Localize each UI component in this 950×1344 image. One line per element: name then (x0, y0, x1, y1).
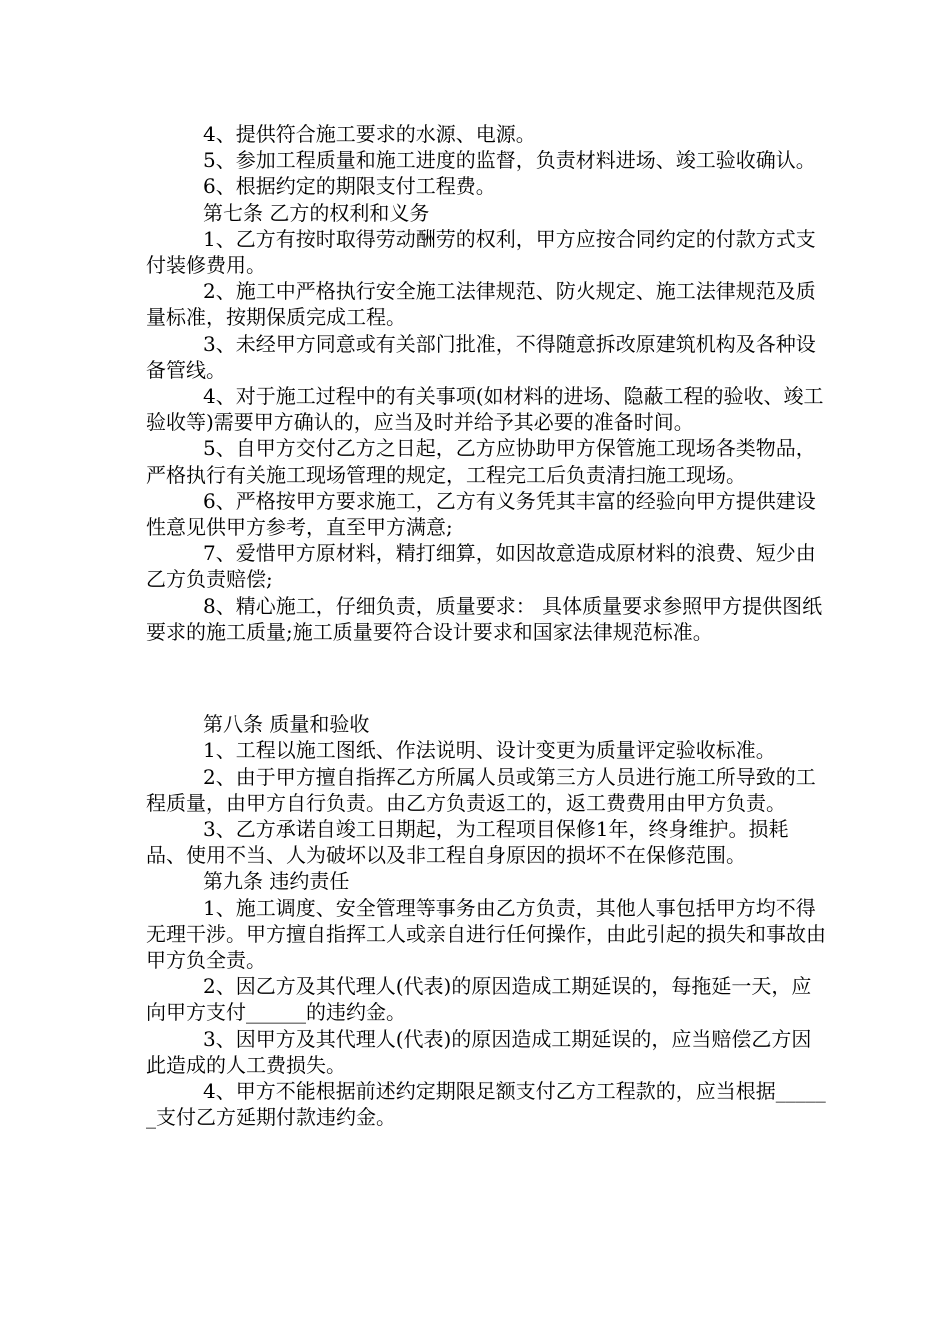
clause-paragraph: 4、提供符合施工要求的水源、电源。 (203, 122, 536, 146)
clause-paragraph: 3、乙方承诺自竣工日期起，为工程项目保修1年，终身维护。损耗品、使用不当、人为破坏以及非工程自身原因的损坏不在保修范围。 (146, 817, 789, 868)
clause-paragraph: 4、对于施工过程中的有关事项(如材料的进场、隐蔽工程的验收、竣工验收等)需要甲方确认的，应当及时并给予其必要的准备时间。 (146, 384, 824, 435)
section-heading: 第七条 乙方的权利和义务 (203, 200, 430, 225)
clause-paragraph: 5、参加工程质量和施工进度的监督，负责材料进场、竣工验收确认。 (203, 148, 816, 173)
clause-paragraph: 7、爱惜甲方原材料，精打细算，如因故意造成原材料的浪费、短少由乙方负责赔偿; (146, 541, 816, 592)
clause-paragraph: 1、乙方有按时取得劳动酬劳的权利，甲方应按合同约定的付款方式支付装修费用。 (146, 226, 816, 278)
clause-paragraph: 6、根据约定的期限支付工程费。 (203, 174, 496, 199)
clause-paragraph: 4、甲方不能根据前述约定期限足额支付乙方工程款的，应当根据______支付乙方延期付款违约金。 (146, 1079, 826, 1130)
clause-paragraph: 2、因乙方及其代理人(代表)的原因造成工期延误的，每拖延一天，应向甲方支付______的违约金。 (146, 974, 812, 1025)
blank-line (146, 665, 826, 691)
clause-paragraph: 6、严格按甲方要求施工，乙方有义务凭其丰富的经验向甲方提供建设性意见供甲方参考，直至甲方满意; (146, 488, 816, 540)
clause-paragraph: 1、施工调度、安全管理等事务由乙方负责，其他人事包括甲方均不得无理干涉。甲方擅自指挥工人或亲自进行任何操作，由此引起的损失和事故由甲方负全责。 (146, 895, 826, 973)
document-body (146, 121, 826, 1131)
clause-paragraph: 8、精心施工，仔细负责，质量要求： 具体质量要求参照甲方提供图纸要求的施工质量;施工质量要符合设计要求和国家法律规范标准。 (146, 593, 823, 644)
section-heading: 第九条 违约责任 (203, 869, 350, 894)
clause-paragraph: 1、工程以施工图纸、作法说明、设计变更为质量评定验收标准。 (203, 738, 776, 763)
clause-paragraph: 2、施工中严格执行安全施工法律规范、防火规定、施工法律规范及质量标准，按期保质完成工程。 (146, 279, 816, 330)
clause-paragraph: 5、自甲方交付乙方之日起，乙方应协助甲方保管施工现场各类物品，严格执行有关施工现场管理的规定，工程完工后负责清扫施工现场。 (146, 436, 816, 487)
clause-paragraph: 3、未经甲方同意或有关部门批准，不得随意拆改原建筑机构及各种设备管线。 (146, 331, 816, 382)
clause-paragraph: 2、由于甲方擅自指挥乙方所属人员或第三方人员进行施工所导致的工程质量，由甲方自行负责。由乙方负责返工的，返工费费用由甲方负责。 (146, 764, 816, 815)
section-heading: 第八条 质量和验收 (203, 712, 370, 737)
clause-paragraph: 3、因甲方及其代理人(代表)的原因造成工期延误的，应当赔偿乙方因此造成的人工费损失。 (146, 1026, 812, 1077)
